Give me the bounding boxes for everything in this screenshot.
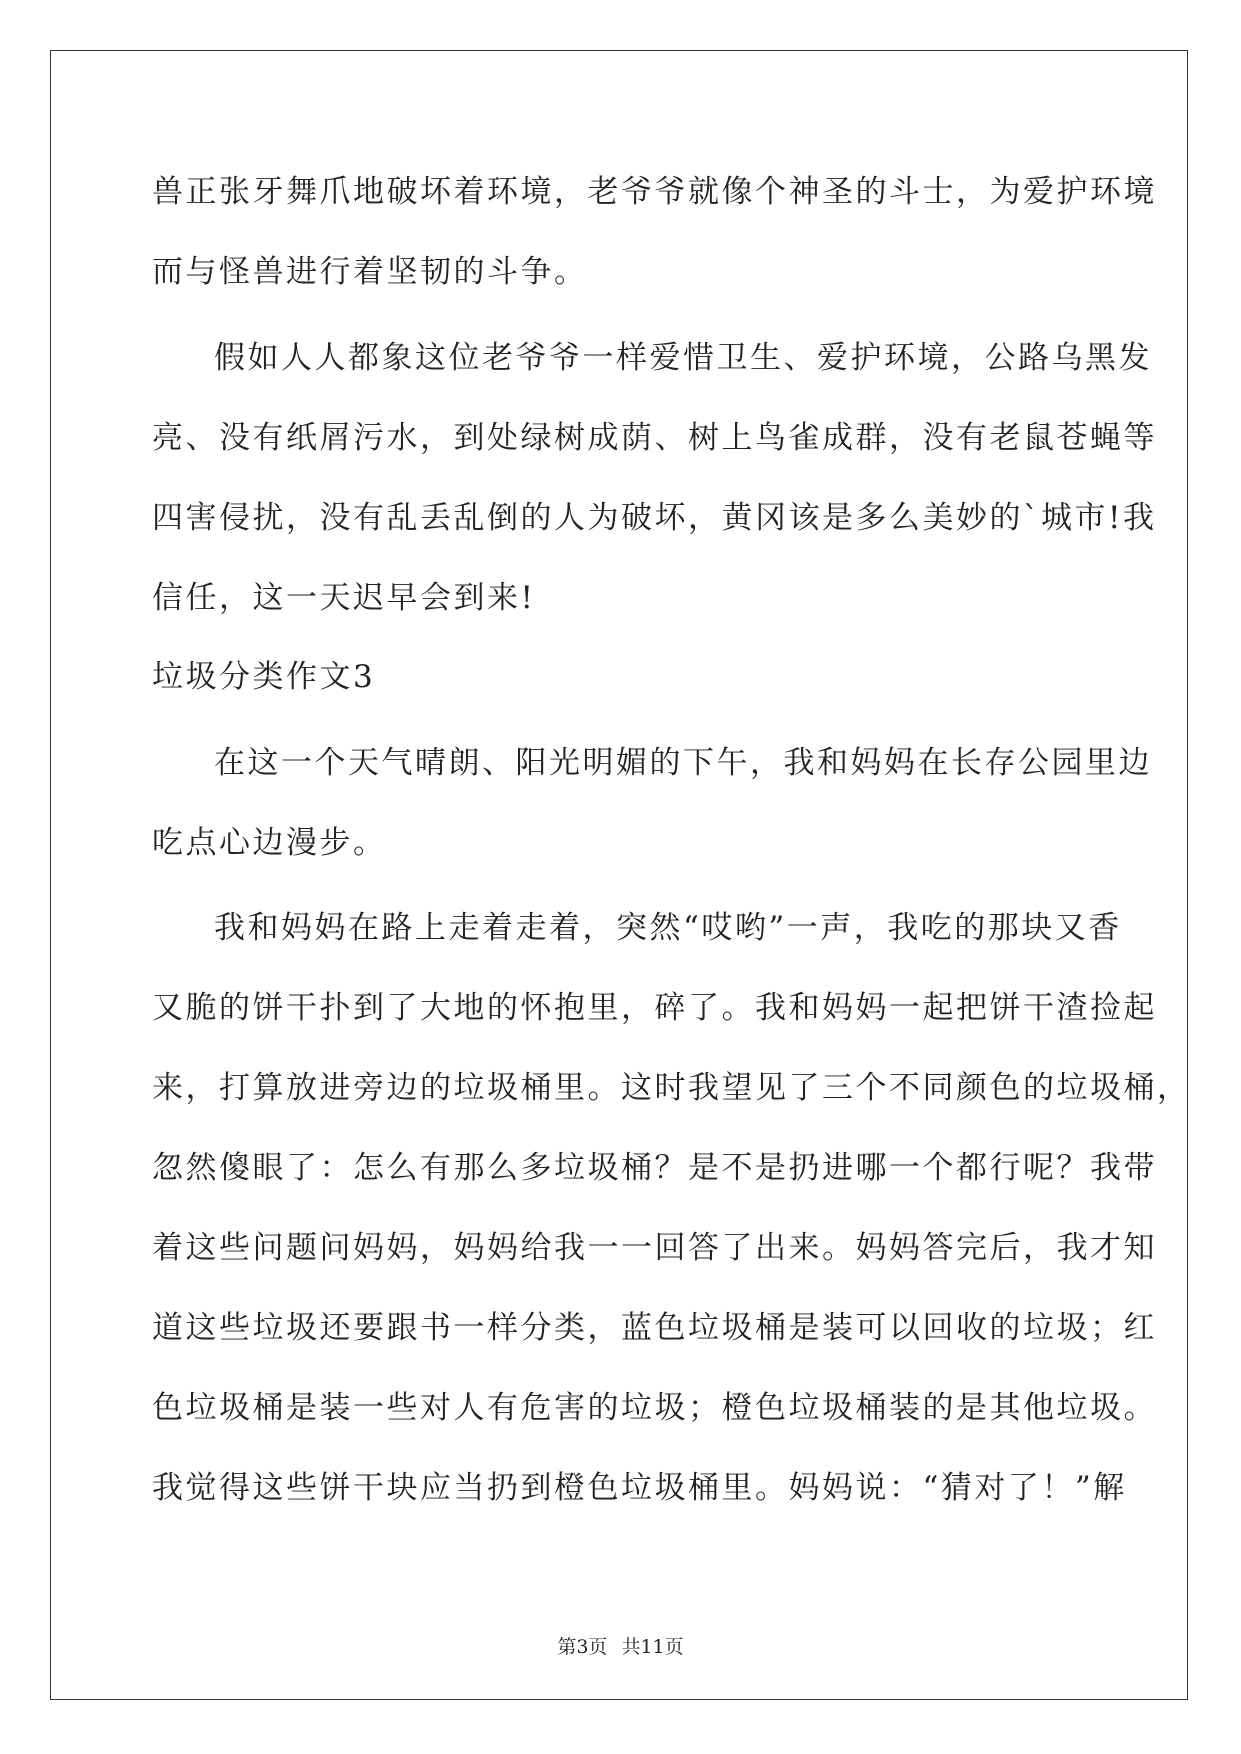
- paragraph-start: 在这一个天气晴朗、阳光明媚的下午，我和妈妈在长存公园里边: [214, 745, 1152, 781]
- section-heading: 垃圾分类作文3: [152, 659, 376, 695]
- text-line: 亮、没有纸屑污水，到处绿树成荫、树上鸟雀成群，没有老鼠苍蝇等: [152, 420, 1157, 456]
- text-line: 信任，这一天迟早会到来!: [152, 580, 536, 616]
- text-line: 四害侵扰，没有乱丢乱倒的人为破坏，黄冈该是多么美妙的`城市!我: [152, 500, 1157, 536]
- text-line: 吃点心边漫步。: [152, 825, 387, 861]
- text-line: 而与怪兽进行着坚韧的斗争。: [152, 254, 588, 290]
- text-line: 我觉得这些饼干块应当扔到橙色垃圾桶里。妈妈说：“猜对了！”解: [152, 1470, 1127, 1506]
- text-line: 色垃圾桶是装一些对人有危害的垃圾；橙色垃圾桶装的是其他垃圾。: [152, 1390, 1157, 1426]
- text-line: 忽然傻眼了：怎么有那么多垃圾桶？是不是扔进哪一个都行呢？我带: [152, 1150, 1157, 1186]
- paragraph-start: 假如人人都象这位老爷爷一样爱惜卫生、爱护环境，公路乌黑发: [214, 340, 1152, 376]
- paragraph-start: 我和妈妈在路上走着走着，突然“哎哟”一声，我吃的那块又香: [214, 910, 1122, 946]
- page-total: 共11页: [621, 1636, 684, 1658]
- text-line: 着这些问题问妈妈，妈妈给我一一回答了出来。妈妈答完后，我才知: [152, 1230, 1157, 1266]
- page-border: [50, 50, 1188, 1700]
- text-line: 又脆的饼干扑到了大地的怀抱里，碎了。我和妈妈一起把饼干渣捡起: [152, 990, 1157, 1026]
- page-footer: [0, 1632, 1241, 1659]
- text-line: 道这些垃圾还要跟书一样分类，蓝色垃圾桶是装可以回收的垃圾；红: [152, 1310, 1157, 1346]
- text-line: 兽正张牙舞爪地破坏着环境，老爷爷就像个神圣的斗士，为爱护环境: [152, 174, 1157, 210]
- text-line: 来，打算放进旁边的垃圾桶里。这时我望见了三个不同颜色的垃圾桶，: [152, 1070, 1191, 1106]
- page-number: 第3页: [557, 1636, 608, 1658]
